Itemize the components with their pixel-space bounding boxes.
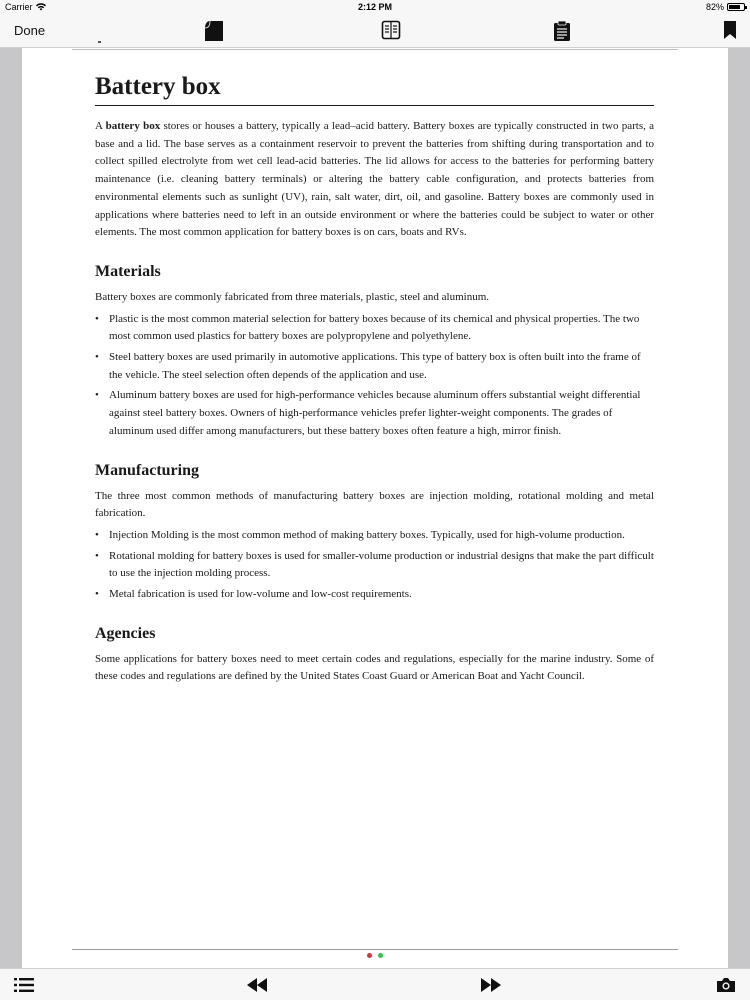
bottom-toolbar <box>0 968 750 1000</box>
page-title: Battery box <box>95 72 654 106</box>
page-indicator-dot[interactable] <box>378 953 383 958</box>
intro-prefix: A <box>95 120 106 132</box>
rewind-icon[interactable] <box>247 978 267 992</box>
table-of-contents-icon[interactable] <box>381 20 401 40</box>
camera-icon[interactable] <box>716 977 736 993</box>
battery-percent: 82% <box>705 2 724 12</box>
list-item: • Rotational molding for battery boxes is used for smaller-volume production or industrial designs that make the part difficult to use the injection molding process. <box>95 548 654 583</box>
battery-group <box>706 2 745 12</box>
materials-list <box>95 311 654 441</box>
section-heading-manufacturing: Manufacturing <box>95 461 199 479</box>
bookmark-icon[interactable] <box>723 20 737 40</box>
intro-text: stores or houses a battery, typically a lead–acid battery. Battery boxes are typically constructed in two parts, a base and a lid. The base serves as a containment reservoir to prevent the batteries from shifting during transportation and to collect spilled electrolyte from wet cell lead-acid batteries. The lid allows for access to the batteries for performing battery maintenance (i.e. cleaning battery terminals) or altering the battery cable configuration, and protects batteries from environmental elements such as sunlight (UV), rain, salt water, dirt, oil, and gasoline. Battery boxes are commonly used in applications where batteries need to left in an outside environment or where the batteries could be subject to water or other elements. The most common application for battery boxes is on cars, boats and RVs. <box>95 120 654 239</box>
carrier-label: Carrier <box>5 2 33 12</box>
clock: 2:12 PM <box>357 2 392 12</box>
list-item: • Metal fabrication is used for low-volume and low-cost requirements. <box>95 586 654 604</box>
section-text-materials: Battery boxes are commonly fabricated from three materials, plastic, steel and aluminum. <box>95 290 490 303</box>
section-text-manufacturing: The three most common methods of manufacturing battery boxes are injection molding, rotational molding and metal fabrication. <box>95 489 654 520</box>
list-item: • Plastic is the most common material selection for battery boxes because of its chemical and physical properties. The two most common used plastics for battery boxes are polypropylene and polyethylene. <box>95 311 654 346</box>
intro-bold-term: battery box <box>105 120 161 132</box>
fast-forward-icon[interactable] <box>481 978 501 992</box>
section-heading-materials: Materials <box>95 262 161 280</box>
section-text-agencies: Some applications for battery boxes need to meet certain codes and regulations, especially for the marine industry. Some of these codes and regulations are defined by the United States Coast Guard or American Boat and Yacht Council. <box>95 652 654 683</box>
intro-paragraph <box>95 118 654 242</box>
manufacturing-list <box>95 527 654 604</box>
page-bottom-rule <box>72 949 678 950</box>
page-top-rule <box>72 49 678 50</box>
section-heading-agencies: Agencies <box>95 624 156 642</box>
battery-icon <box>727 3 745 11</box>
page-curl-icon[interactable] <box>204 20 224 42</box>
list-icon[interactable] <box>14 977 34 993</box>
clipboard-icon[interactable] <box>553 20 571 42</box>
list-item: • Steel battery boxes are used primarily in automotive applications. This type of battery box is often built into the frame of the vehicle. The steel selection often depends of the application and use. <box>95 349 654 384</box>
page-top-mark <box>98 41 101 43</box>
done-button[interactable]: Done <box>14 23 46 38</box>
top-toolbar <box>0 14 750 48</box>
list-item: • Injection Molding is the most common method of making battery boxes. Typically, used for high-volume production. <box>95 527 654 545</box>
status-bar <box>0 0 750 14</box>
battery-fill <box>729 5 740 9</box>
page-indicator-dot[interactable] <box>367 953 372 958</box>
article <box>95 72 654 686</box>
list-item: • Aluminum battery boxes are used for high-performance vehicles because aluminum offers substantial weight differential against steel battery boxes. Owners of high-performance vehicles prefer lighter-weight components. The grades of aluminum used differ among manufacturers, but these battery boxes often feature a high, mirror finish. <box>95 387 654 440</box>
